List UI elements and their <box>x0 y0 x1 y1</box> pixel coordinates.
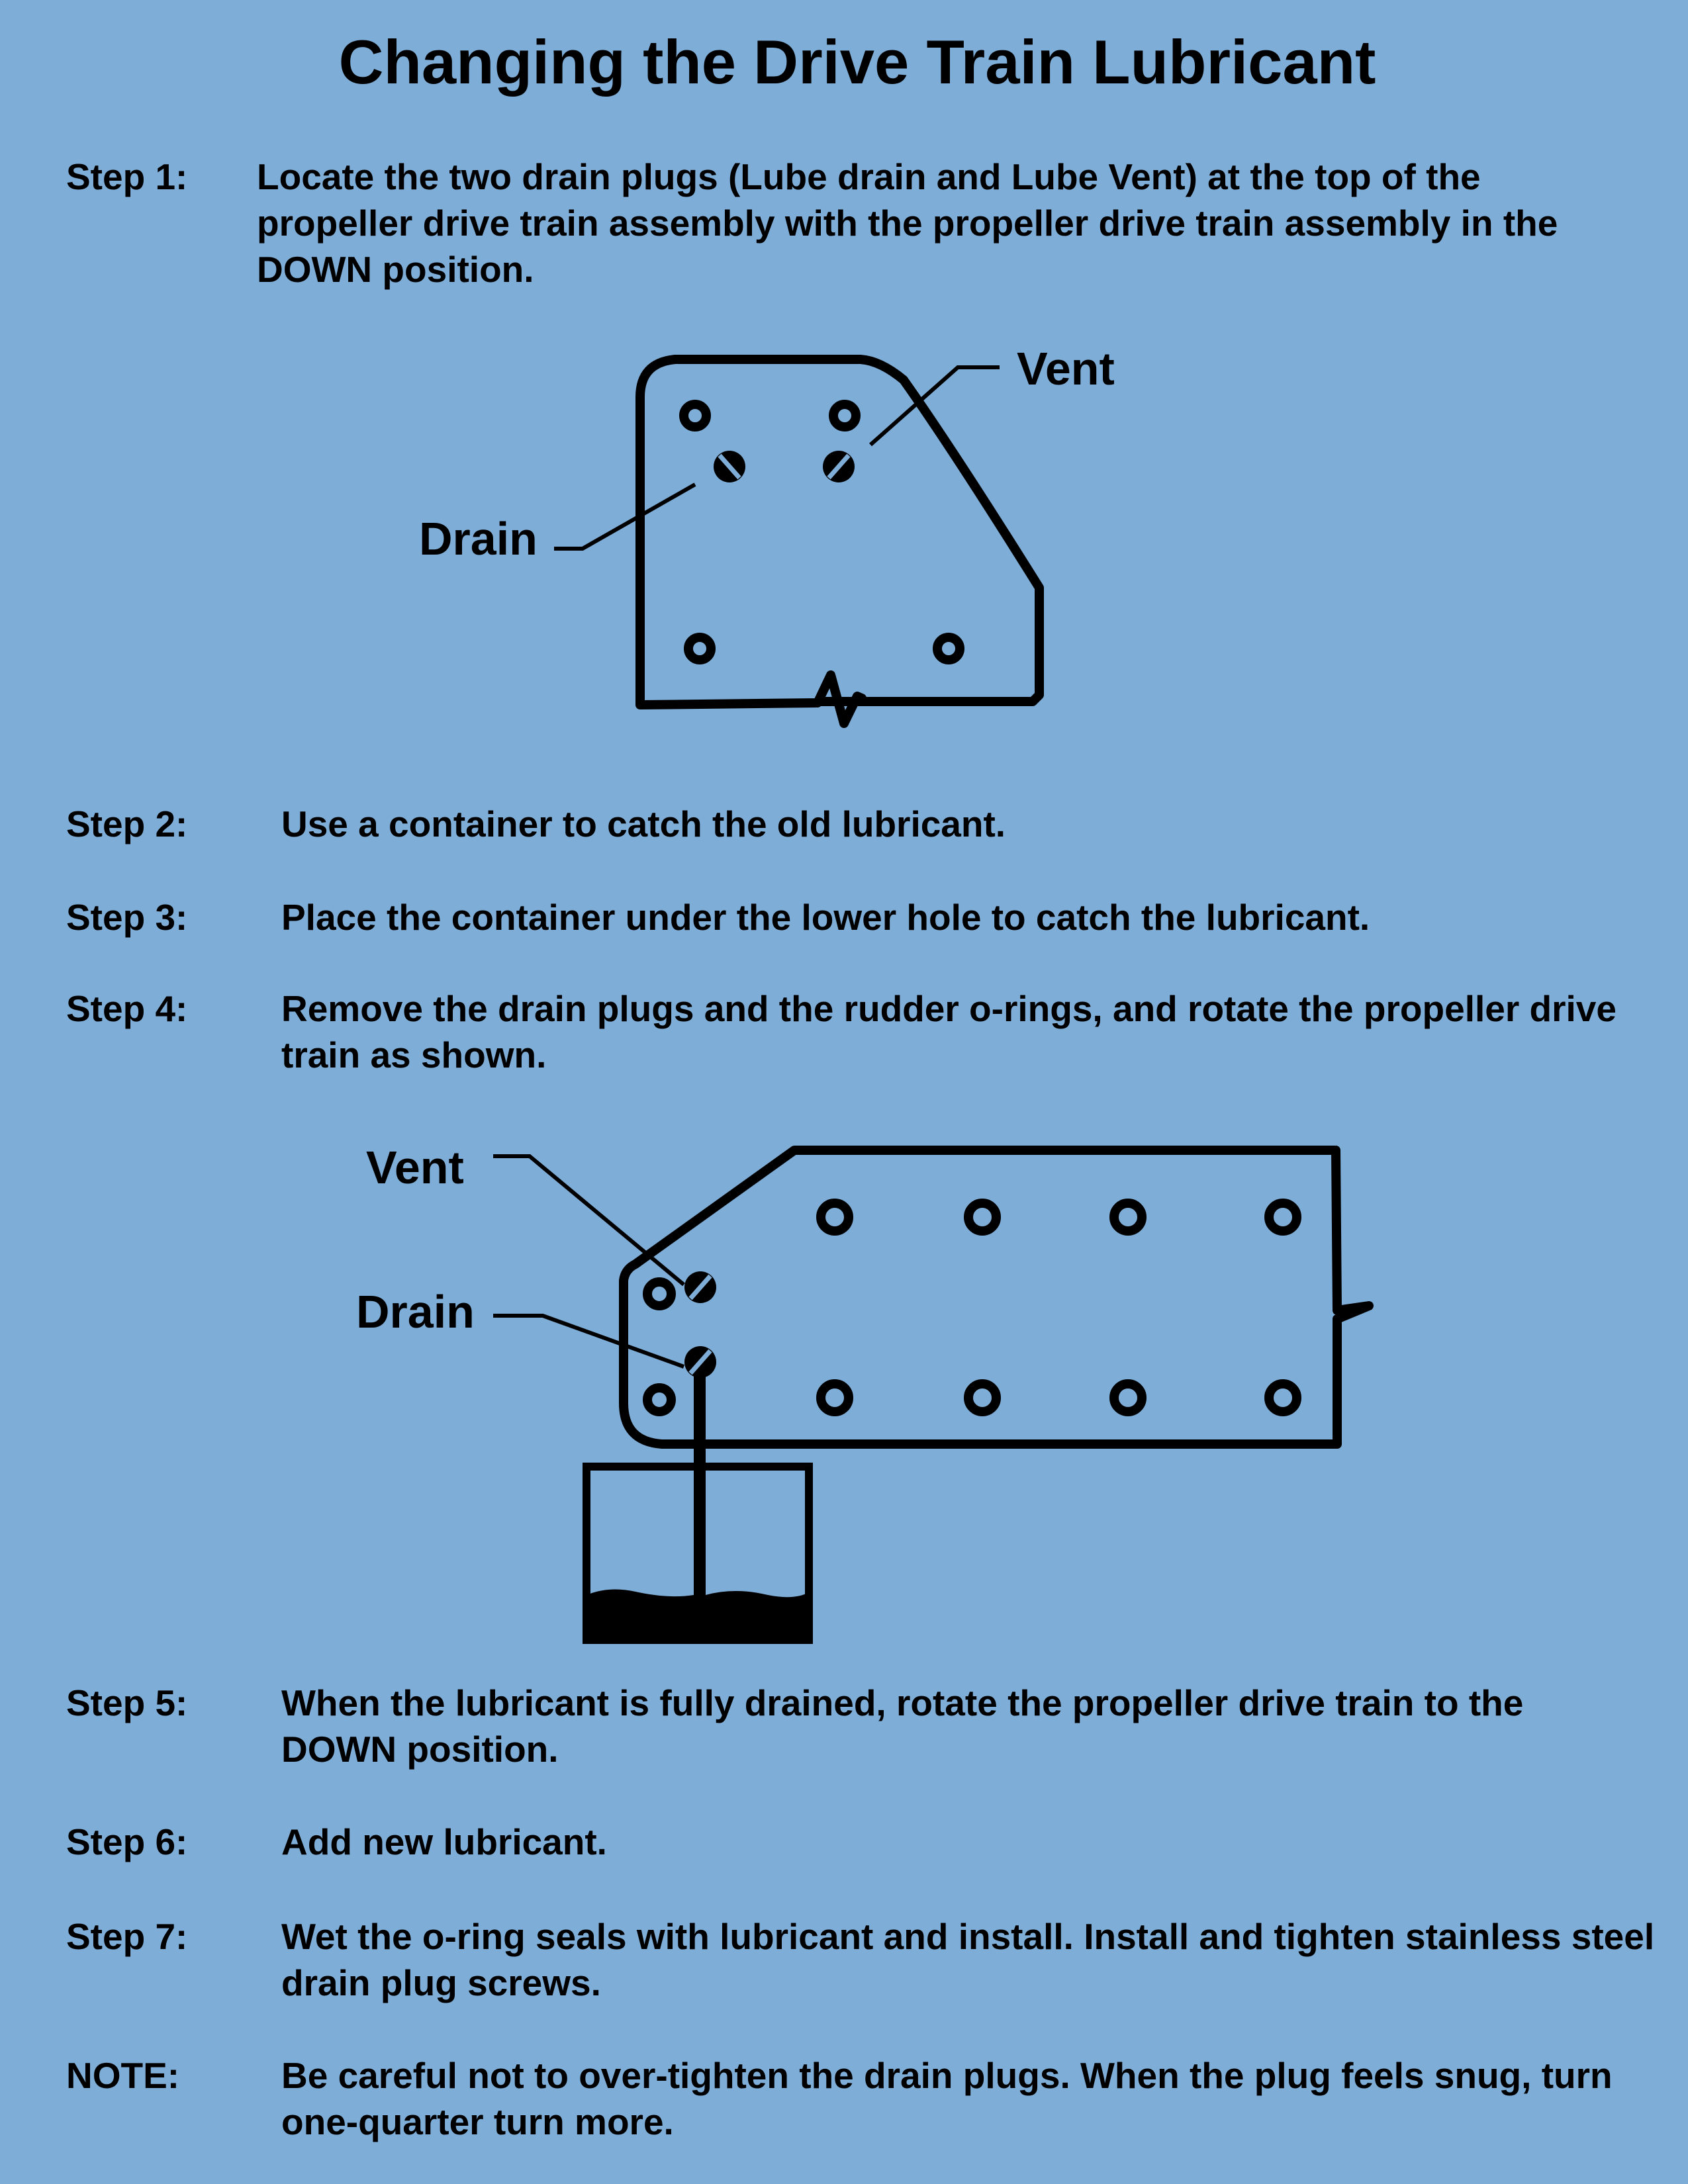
step-label: Step 3: <box>66 897 188 938</box>
step-text: When the lubricant is fully drained, rotate the propeller drive train to the DOWN position. <box>281 1682 1524 1770</box>
vent-label: Vent <box>366 1142 464 1193</box>
step-text: Add new lubricant. <box>281 1821 607 1862</box>
step-text: Remove the drain plugs and the rudder o-rings, and rotate the propeller drive train as shown. <box>281 988 1617 1075</box>
bolt-hole <box>1114 1384 1142 1412</box>
vent-plug-screw <box>684 1271 716 1303</box>
step-label: Step 5: <box>66 1682 188 1723</box>
note-text: Be careful not to over-tighten the drain plugs. When the plug feels snug, turn one-quarter turn more. <box>281 2055 1613 2142</box>
step-text: Wet the o-ring seals with lubricant and install. Install and tighten stainless steel drain plug screws. <box>281 1916 1655 2003</box>
bolt-hole <box>1269 1203 1297 1231</box>
bolt-hole <box>821 1384 849 1412</box>
bolt-hole <box>968 1384 996 1412</box>
vent-leader-line <box>493 1156 684 1285</box>
step-label: Step 2: <box>66 803 188 844</box>
lubricant-stream <box>694 1373 706 1598</box>
step-label: Step 4: <box>66 988 188 1029</box>
bolt-hole <box>1114 1203 1142 1231</box>
drain-leader-line <box>493 1316 684 1367</box>
step-label: Step 1: <box>66 156 188 197</box>
bolt-hole <box>647 1388 671 1412</box>
drain-plug-screw <box>684 1346 716 1378</box>
step-text: Place the container under the lower hole to catch the lubricant. <box>281 897 1370 938</box>
step-label: Step 7: <box>66 1916 188 1957</box>
step-text: Locate the two drain plugs (Lube drain and Lube Vent) at the top of the propeller drive train assembly with the propeller drive train assembly in the DOWN position. <box>257 156 1558 290</box>
step-label: Step 6: <box>66 1821 188 1862</box>
vent-label: Vent <box>1017 343 1115 394</box>
drain-label: Drain <box>356 1286 475 1338</box>
note-label: NOTE: <box>66 2055 180 2096</box>
lubricant-pool <box>586 1589 809 1640</box>
drain-label: Drain <box>419 513 538 565</box>
bolt-hole <box>1269 1384 1297 1412</box>
bolt-hole <box>647 1282 671 1306</box>
bolt-hole <box>968 1203 996 1231</box>
step-text: Use a container to catch the old lubricant. <box>281 803 1006 844</box>
bolt-hole <box>821 1203 849 1231</box>
page-title: Changing the Drive Train Lubricant <box>338 27 1376 97</box>
